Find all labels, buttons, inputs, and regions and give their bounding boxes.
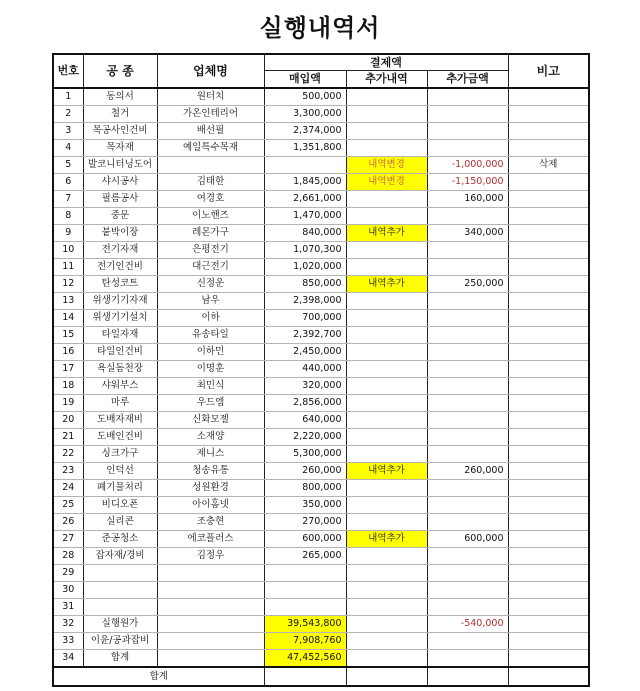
cell-no: 3	[53, 123, 83, 140]
cell-extra-desc	[346, 599, 427, 616]
cell-purchase	[264, 565, 346, 582]
cell-no: 19	[53, 395, 83, 412]
cell-no: 30	[53, 582, 83, 599]
cell-trade: 필름공사	[83, 191, 157, 208]
header-trade: 공 종	[83, 54, 157, 88]
table-row	[53, 548, 589, 565]
cell-extra-amount	[427, 88, 508, 106]
cell-remarks	[508, 225, 589, 242]
header-payment-group: 결제액	[264, 54, 508, 71]
cell-trade: 이윤/공과잡비	[83, 633, 157, 650]
cell-purchase: 1,845,000	[264, 174, 346, 191]
cell-no: 6	[53, 174, 83, 191]
cell-vendor: 신화모젤	[157, 412, 264, 429]
cell-extra-amount	[427, 310, 508, 327]
cell-no: 18	[53, 378, 83, 395]
table-row	[53, 327, 589, 344]
cell-extra-amount	[427, 548, 508, 565]
cell-extra-desc	[346, 242, 427, 259]
header-extra-amount: 추가금액	[427, 71, 508, 89]
total-extra-amount	[427, 667, 508, 686]
cell-vendor: 예일특수목재	[157, 140, 264, 157]
cell-purchase: 3,300,000	[264, 106, 346, 123]
cell-vendor: 에코플러스	[157, 531, 264, 548]
cell-extra-amount: 600,000	[427, 531, 508, 548]
cell-vendor: 여경호	[157, 191, 264, 208]
cell-remarks	[508, 429, 589, 446]
cell-purchase: 1,351,800	[264, 140, 346, 157]
cell-extra-desc	[346, 378, 427, 395]
cell-no: 16	[53, 344, 83, 361]
table-row	[53, 208, 589, 225]
cell-extra-amount: -540,000	[427, 616, 508, 633]
cell-purchase	[264, 582, 346, 599]
cell-purchase: 800,000	[264, 480, 346, 497]
cell-extra-amount	[427, 259, 508, 276]
cell-vendor: 이하	[157, 310, 264, 327]
cell-vendor	[157, 633, 264, 650]
table-row	[53, 599, 589, 616]
cell-extra-desc: 내역추가	[346, 531, 427, 548]
cell-trade: 목자재	[83, 140, 157, 157]
cell-purchase: 640,000	[264, 412, 346, 429]
cell-no: 24	[53, 480, 83, 497]
cell-vendor: 조충현	[157, 514, 264, 531]
cell-remarks	[508, 412, 589, 429]
cell-no: 5	[53, 157, 83, 174]
table-row	[53, 395, 589, 412]
cell-extra-amount	[427, 480, 508, 497]
cell-trade: 전기자재	[83, 242, 157, 259]
cell-trade: 비디오폰	[83, 497, 157, 514]
cell-extra-amount	[427, 514, 508, 531]
table-row	[53, 480, 589, 497]
total-label: 합계	[53, 667, 264, 686]
cell-extra-desc	[346, 88, 427, 106]
cell-extra-desc	[346, 395, 427, 412]
table-row	[53, 140, 589, 157]
cell-extra-desc: 내역추가	[346, 276, 427, 293]
cell-vendor: 은평전기	[157, 242, 264, 259]
cell-trade: 인덕선	[83, 463, 157, 480]
cell-trade: 타일자재	[83, 327, 157, 344]
cell-purchase	[264, 599, 346, 616]
cell-no: 32	[53, 616, 83, 633]
cell-trade: 샤워부스	[83, 378, 157, 395]
cell-trade: 잡자재/경비	[83, 548, 157, 565]
cell-extra-amount	[427, 446, 508, 463]
cell-no: 2	[53, 106, 83, 123]
cell-extra-amount	[427, 599, 508, 616]
table-row	[53, 174, 589, 191]
cell-no: 12	[53, 276, 83, 293]
cell-remarks	[508, 88, 589, 106]
cell-trade: 동의서	[83, 88, 157, 106]
table-row	[53, 361, 589, 378]
cell-extra-amount	[427, 123, 508, 140]
cell-remarks	[508, 548, 589, 565]
cell-remarks	[508, 242, 589, 259]
table-row	[53, 344, 589, 361]
cell-trade: 합계	[83, 650, 157, 668]
document-title: 실행내역서	[259, 14, 381, 42]
cell-vendor: 레몬가구	[157, 225, 264, 242]
table-row	[53, 310, 589, 327]
table-row	[53, 582, 589, 599]
cell-extra-amount: 260,000	[427, 463, 508, 480]
cell-remarks	[508, 565, 589, 582]
cell-extra-desc: 내역변경	[346, 157, 427, 174]
cell-purchase: 2,398,000	[264, 293, 346, 310]
cell-vendor: 대근전기	[157, 259, 264, 276]
cell-purchase: 600,000	[264, 531, 346, 548]
cell-remarks	[508, 497, 589, 514]
cell-purchase: 700,000	[264, 310, 346, 327]
cell-no: 27	[53, 531, 83, 548]
table-row	[53, 259, 589, 276]
cell-remarks	[508, 310, 589, 327]
table-row	[53, 191, 589, 208]
cell-extra-amount	[427, 497, 508, 514]
cell-extra-amount	[427, 633, 508, 650]
cell-purchase: 1,470,000	[264, 208, 346, 225]
cell-extra-desc	[346, 446, 427, 463]
cell-extra-desc	[346, 548, 427, 565]
cell-remarks	[508, 633, 589, 650]
table-body	[53, 88, 589, 667]
cell-purchase: 5,300,000	[264, 446, 346, 463]
cell-purchase: 840,000	[264, 225, 346, 242]
cell-extra-amount	[427, 361, 508, 378]
cell-extra-desc	[346, 633, 427, 650]
cell-remarks	[508, 123, 589, 140]
cell-purchase: 1,070,300	[264, 242, 346, 259]
cell-extra-desc	[346, 327, 427, 344]
cell-trade: 마루	[83, 395, 157, 412]
execution-statement-table	[52, 53, 590, 687]
table-row	[53, 88, 589, 106]
cell-trade: 중문	[83, 208, 157, 225]
cell-no: 20	[53, 412, 83, 429]
cell-purchase: 7,908,760	[264, 633, 346, 650]
cell-trade: 위생기기자재	[83, 293, 157, 310]
table-row	[53, 276, 589, 293]
cell-vendor: 남우	[157, 293, 264, 310]
cell-purchase: 320,000	[264, 378, 346, 395]
cell-extra-desc	[346, 565, 427, 582]
cell-extra-amount	[427, 242, 508, 259]
cell-extra-desc	[346, 361, 427, 378]
cell-vendor: 우드엠	[157, 395, 264, 412]
total-row	[53, 667, 589, 686]
cell-remarks	[508, 327, 589, 344]
table-row	[53, 514, 589, 531]
cell-remarks	[508, 616, 589, 633]
cell-remarks	[508, 276, 589, 293]
cell-purchase	[264, 157, 346, 174]
cell-extra-amount: 250,000	[427, 276, 508, 293]
cell-trade: 도배자재비	[83, 412, 157, 429]
cell-vendor	[157, 157, 264, 174]
table-row	[53, 463, 589, 480]
cell-extra-amount	[427, 582, 508, 599]
cell-trade: 붙박이장	[83, 225, 157, 242]
cell-vendor	[157, 599, 264, 616]
cell-remarks	[508, 582, 589, 599]
cell-purchase: 500,000	[264, 88, 346, 106]
cell-purchase: 2,392,700	[264, 327, 346, 344]
cell-extra-amount: -1,150,000	[427, 174, 508, 191]
cell-remarks	[508, 106, 589, 123]
table-row	[53, 225, 589, 242]
cell-extra-amount	[427, 327, 508, 344]
cell-vendor: 성원환경	[157, 480, 264, 497]
cell-purchase: 850,000	[264, 276, 346, 293]
cell-no: 26	[53, 514, 83, 531]
cell-extra-desc	[346, 616, 427, 633]
cell-remarks	[508, 344, 589, 361]
cell-purchase: 2,856,000	[264, 395, 346, 412]
table-row	[53, 293, 589, 310]
cell-remarks	[508, 599, 589, 616]
cell-vendor: 제니스	[157, 446, 264, 463]
cell-extra-desc: 내역추가	[346, 225, 427, 242]
header-extra-desc: 추가내역	[346, 71, 427, 89]
cell-vendor	[157, 565, 264, 582]
cell-extra-desc	[346, 140, 427, 157]
cell-extra-desc: 내역추가	[346, 463, 427, 480]
cell-trade: 목공사인건비	[83, 123, 157, 140]
cell-remarks	[508, 259, 589, 276]
cell-no: 9	[53, 225, 83, 242]
cell-no: 4	[53, 140, 83, 157]
cell-trade: 준공청소	[83, 531, 157, 548]
table-row	[53, 123, 589, 140]
cell-trade	[83, 599, 157, 616]
cell-no: 1	[53, 88, 83, 106]
header-no: 번호	[53, 54, 83, 88]
cell-remarks	[508, 140, 589, 157]
cell-no: 31	[53, 599, 83, 616]
cell-remarks	[508, 208, 589, 225]
cell-trade	[83, 582, 157, 599]
cell-extra-amount	[427, 106, 508, 123]
cell-vendor	[157, 650, 264, 668]
cell-extra-amount: -1,000,000	[427, 157, 508, 174]
cell-vendor	[157, 616, 264, 633]
cell-remarks	[508, 378, 589, 395]
cell-extra-desc	[346, 259, 427, 276]
cell-purchase: 265,000	[264, 548, 346, 565]
cell-trade: 도배인건비	[83, 429, 157, 446]
cell-extra-desc	[346, 191, 427, 208]
table-row	[53, 650, 589, 668]
cell-extra-amount	[427, 395, 508, 412]
cell-extra-desc	[346, 650, 427, 668]
cell-purchase: 2,661,000	[264, 191, 346, 208]
cell-no: 13	[53, 293, 83, 310]
cell-extra-amount	[427, 429, 508, 446]
cell-extra-amount	[427, 412, 508, 429]
cell-remarks	[508, 650, 589, 668]
table-row	[53, 106, 589, 123]
cell-vendor: 이하민	[157, 344, 264, 361]
cell-no: 22	[53, 446, 83, 463]
cell-extra-desc: 내역변경	[346, 174, 427, 191]
cell-no: 10	[53, 242, 83, 259]
cell-vendor: 신정운	[157, 276, 264, 293]
cell-trade: 발코니터닝도어	[83, 157, 157, 174]
cell-trade: 샤시공사	[83, 174, 157, 191]
cell-extra-desc	[346, 429, 427, 446]
table-row	[53, 157, 589, 174]
table-row	[53, 412, 589, 429]
total-extra-desc	[346, 667, 427, 686]
cell-trade	[83, 565, 157, 582]
cell-purchase: 47,452,560	[264, 650, 346, 668]
cell-remarks	[508, 395, 589, 412]
cell-extra-desc	[346, 208, 427, 225]
cell-vendor: 김정우	[157, 548, 264, 565]
cell-extra-desc	[346, 582, 427, 599]
table-row	[53, 616, 589, 633]
cell-remarks	[508, 174, 589, 191]
cell-remarks	[508, 480, 589, 497]
table-row	[53, 565, 589, 582]
cell-remarks: 삭제	[508, 157, 589, 174]
cell-remarks	[508, 446, 589, 463]
total-purchase	[264, 667, 346, 686]
table-row	[53, 429, 589, 446]
cell-vendor: 이노핸즈	[157, 208, 264, 225]
cell-vendor: 가온인테리어	[157, 106, 264, 123]
cell-remarks	[508, 531, 589, 548]
cell-purchase: 270,000	[264, 514, 346, 531]
table-row	[53, 531, 589, 548]
cell-vendor: 소재양	[157, 429, 264, 446]
cell-extra-amount	[427, 208, 508, 225]
cell-purchase: 1,020,000	[264, 259, 346, 276]
cell-remarks	[508, 463, 589, 480]
cell-trade: 욕실돔천장	[83, 361, 157, 378]
cell-vendor: 원터치	[157, 88, 264, 106]
cell-no: 15	[53, 327, 83, 344]
cell-extra-desc	[346, 106, 427, 123]
cell-extra-desc	[346, 480, 427, 497]
cell-trade: 싱크가구	[83, 446, 157, 463]
cell-no: 11	[53, 259, 83, 276]
cell-extra-desc	[346, 123, 427, 140]
cell-extra-desc	[346, 412, 427, 429]
cell-no: 8	[53, 208, 83, 225]
cell-vendor: 이명훈	[157, 361, 264, 378]
cell-extra-amount	[427, 565, 508, 582]
cell-trade: 폐기물처리	[83, 480, 157, 497]
cell-remarks	[508, 514, 589, 531]
cell-extra-amount	[427, 140, 508, 157]
cell-remarks	[508, 293, 589, 310]
cell-extra-amount: 160,000	[427, 191, 508, 208]
cell-trade: 실리콘	[83, 514, 157, 531]
cell-extra-desc	[346, 310, 427, 327]
cell-trade: 실행원가	[83, 616, 157, 633]
cell-extra-desc	[346, 514, 427, 531]
cell-purchase: 2,374,000	[264, 123, 346, 140]
cell-no: 34	[53, 650, 83, 668]
cell-no: 17	[53, 361, 83, 378]
cell-no: 33	[53, 633, 83, 650]
cell-no: 23	[53, 463, 83, 480]
cell-trade: 전기인건비	[83, 259, 157, 276]
total-remarks	[508, 667, 589, 686]
table-row	[53, 446, 589, 463]
table-row	[53, 497, 589, 514]
cell-no: 28	[53, 548, 83, 565]
cell-trade: 타일인건비	[83, 344, 157, 361]
cell-trade: 철거	[83, 106, 157, 123]
cell-purchase: 2,220,000	[264, 429, 346, 446]
cell-remarks	[508, 191, 589, 208]
header-remarks: 비고	[508, 54, 589, 88]
cell-purchase: 350,000	[264, 497, 346, 514]
cell-extra-amount	[427, 378, 508, 395]
cell-extra-desc	[346, 344, 427, 361]
cell-vendor: 김태한	[157, 174, 264, 191]
cell-trade: 위생기기설치	[83, 310, 157, 327]
cell-purchase: 39,543,800	[264, 616, 346, 633]
cell-no: 21	[53, 429, 83, 446]
cell-extra-amount: 340,000	[427, 225, 508, 242]
cell-no: 25	[53, 497, 83, 514]
cell-vendor: 아이홈넷	[157, 497, 264, 514]
table-row	[53, 378, 589, 395]
cell-vendor	[157, 582, 264, 599]
cell-purchase: 2,450,000	[264, 344, 346, 361]
cell-vendor: 유송타일	[157, 327, 264, 344]
cell-remarks	[508, 361, 589, 378]
header-purchase: 매입액	[264, 71, 346, 89]
cell-vendor: 배선필	[157, 123, 264, 140]
header-vendor: 업체명	[157, 54, 264, 88]
cell-no: 7	[53, 191, 83, 208]
cell-no: 14	[53, 310, 83, 327]
table-row	[53, 633, 589, 650]
cell-extra-amount	[427, 344, 508, 361]
cell-purchase: 440,000	[264, 361, 346, 378]
cell-vendor: 청송유통	[157, 463, 264, 480]
cell-no: 29	[53, 565, 83, 582]
cell-trade: 탄성코트	[83, 276, 157, 293]
cell-vendor: 최민식	[157, 378, 264, 395]
cell-extra-desc	[346, 293, 427, 310]
cell-purchase: 260,000	[264, 463, 346, 480]
cell-extra-amount	[427, 650, 508, 668]
table-row	[53, 242, 589, 259]
cell-extra-desc	[346, 497, 427, 514]
cell-extra-amount	[427, 293, 508, 310]
